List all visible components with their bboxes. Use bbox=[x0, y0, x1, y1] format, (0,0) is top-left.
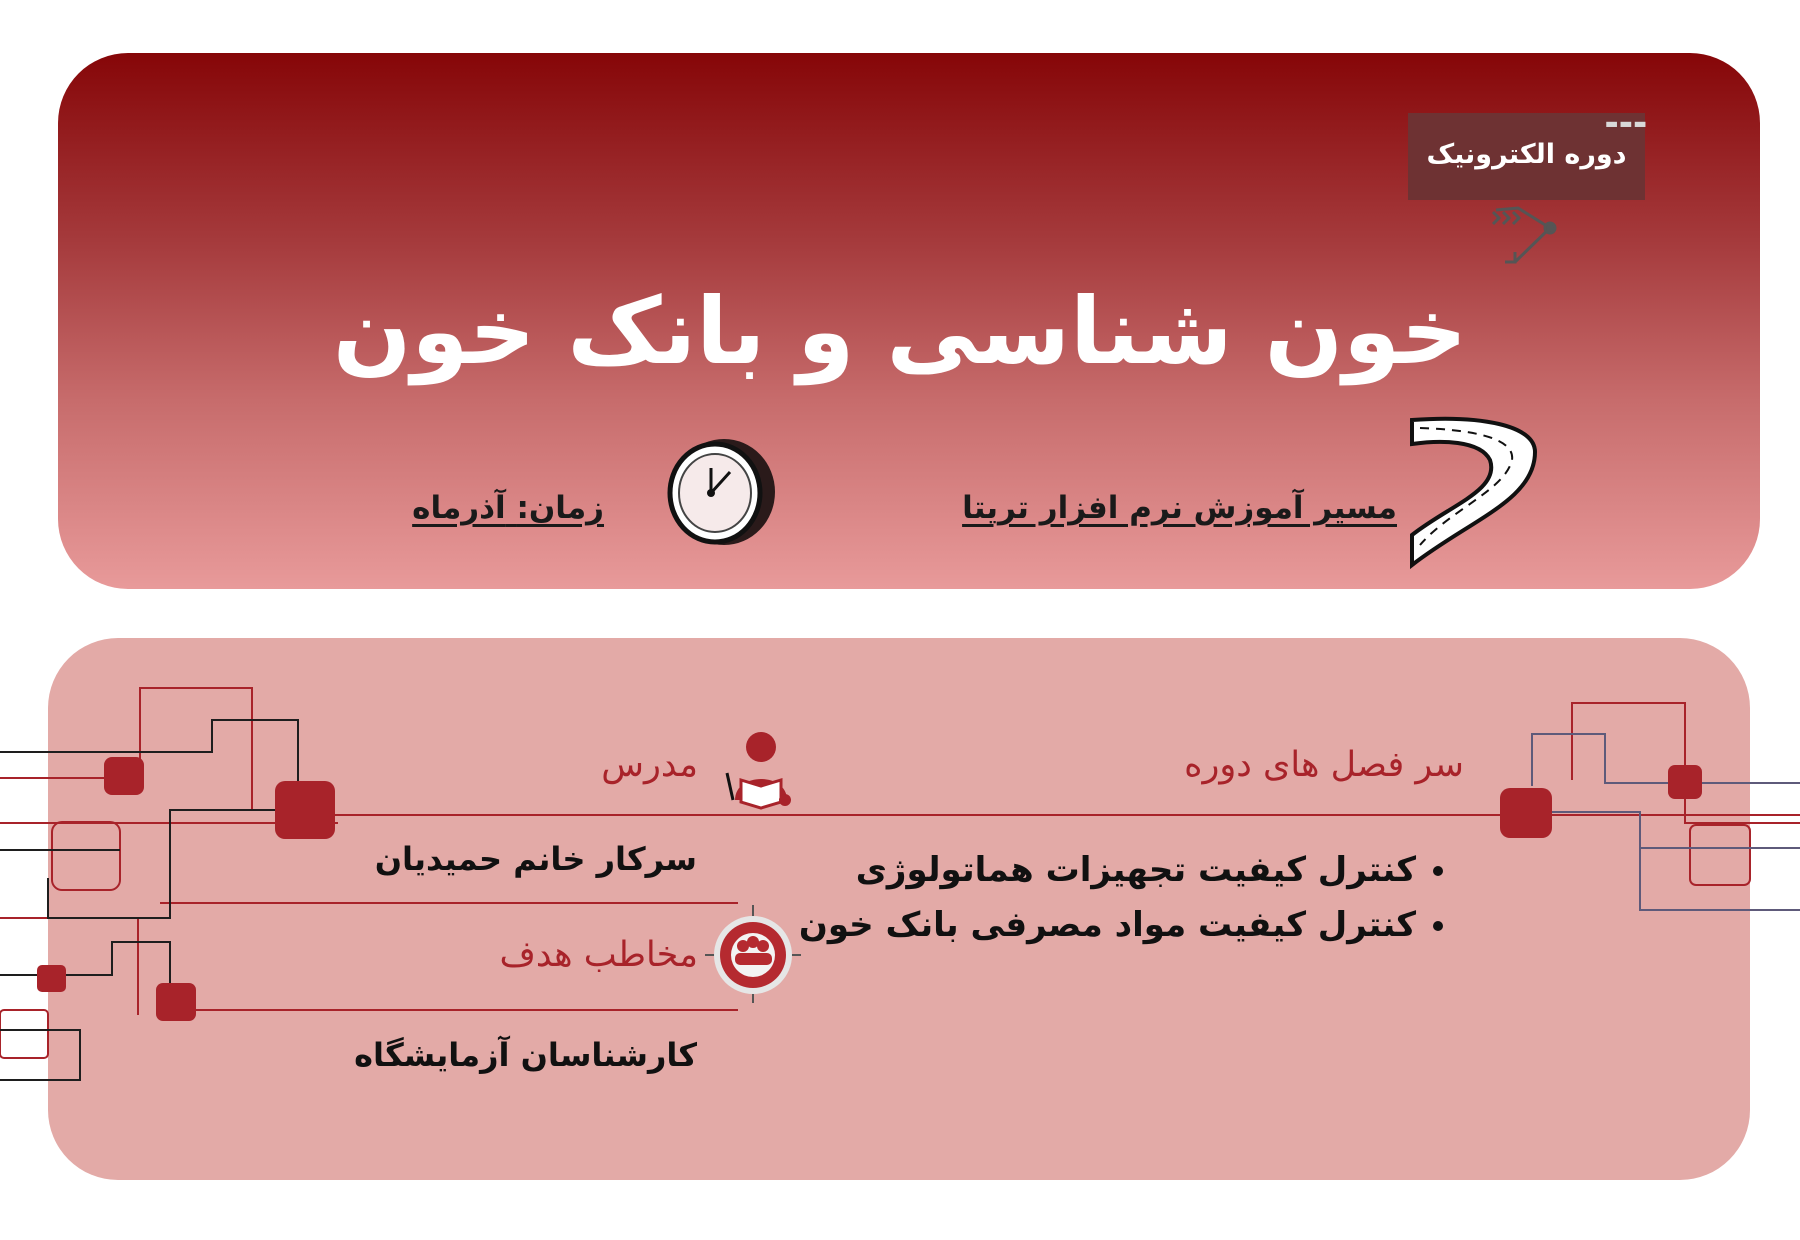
badge-dots: ▬▬▬ bbox=[1605, 116, 1648, 132]
clock-icon bbox=[670, 439, 775, 545]
time-label: زمان: bbox=[516, 490, 604, 526]
instructor-heading: مدرس bbox=[601, 745, 698, 785]
target-audience-icon bbox=[705, 905, 801, 1003]
topic-item: • کنترل کیفیت مواد مصرفی بانک خون bbox=[799, 898, 1416, 953]
topic-item: • کنترل کیفیت تجهیزات هماتولوژی bbox=[799, 843, 1416, 898]
topics-heading: سر فصل های دوره bbox=[1184, 745, 1464, 785]
teacher-icon bbox=[727, 732, 791, 808]
instructor-name: سرکار خانم حمیدیان bbox=[374, 840, 697, 878]
course-title: خون شناسی و بانک خون bbox=[332, 278, 1468, 385]
course-type-badge: دوره الکترونیک bbox=[1408, 113, 1645, 200]
topics-list bbox=[799, 843, 1452, 953]
course-time bbox=[412, 490, 604, 526]
audience-value: کارشناسان آزمایشگاه bbox=[354, 1036, 697, 1074]
time-value: آذرماه bbox=[412, 490, 506, 526]
learning-path-label: مسیر آموزش نرم افزار تریتا bbox=[962, 490, 1397, 526]
road-icon bbox=[1412, 419, 1535, 565]
audience-heading: مخاطب هدف bbox=[499, 935, 698, 975]
arrow-icon bbox=[1493, 208, 1555, 262]
